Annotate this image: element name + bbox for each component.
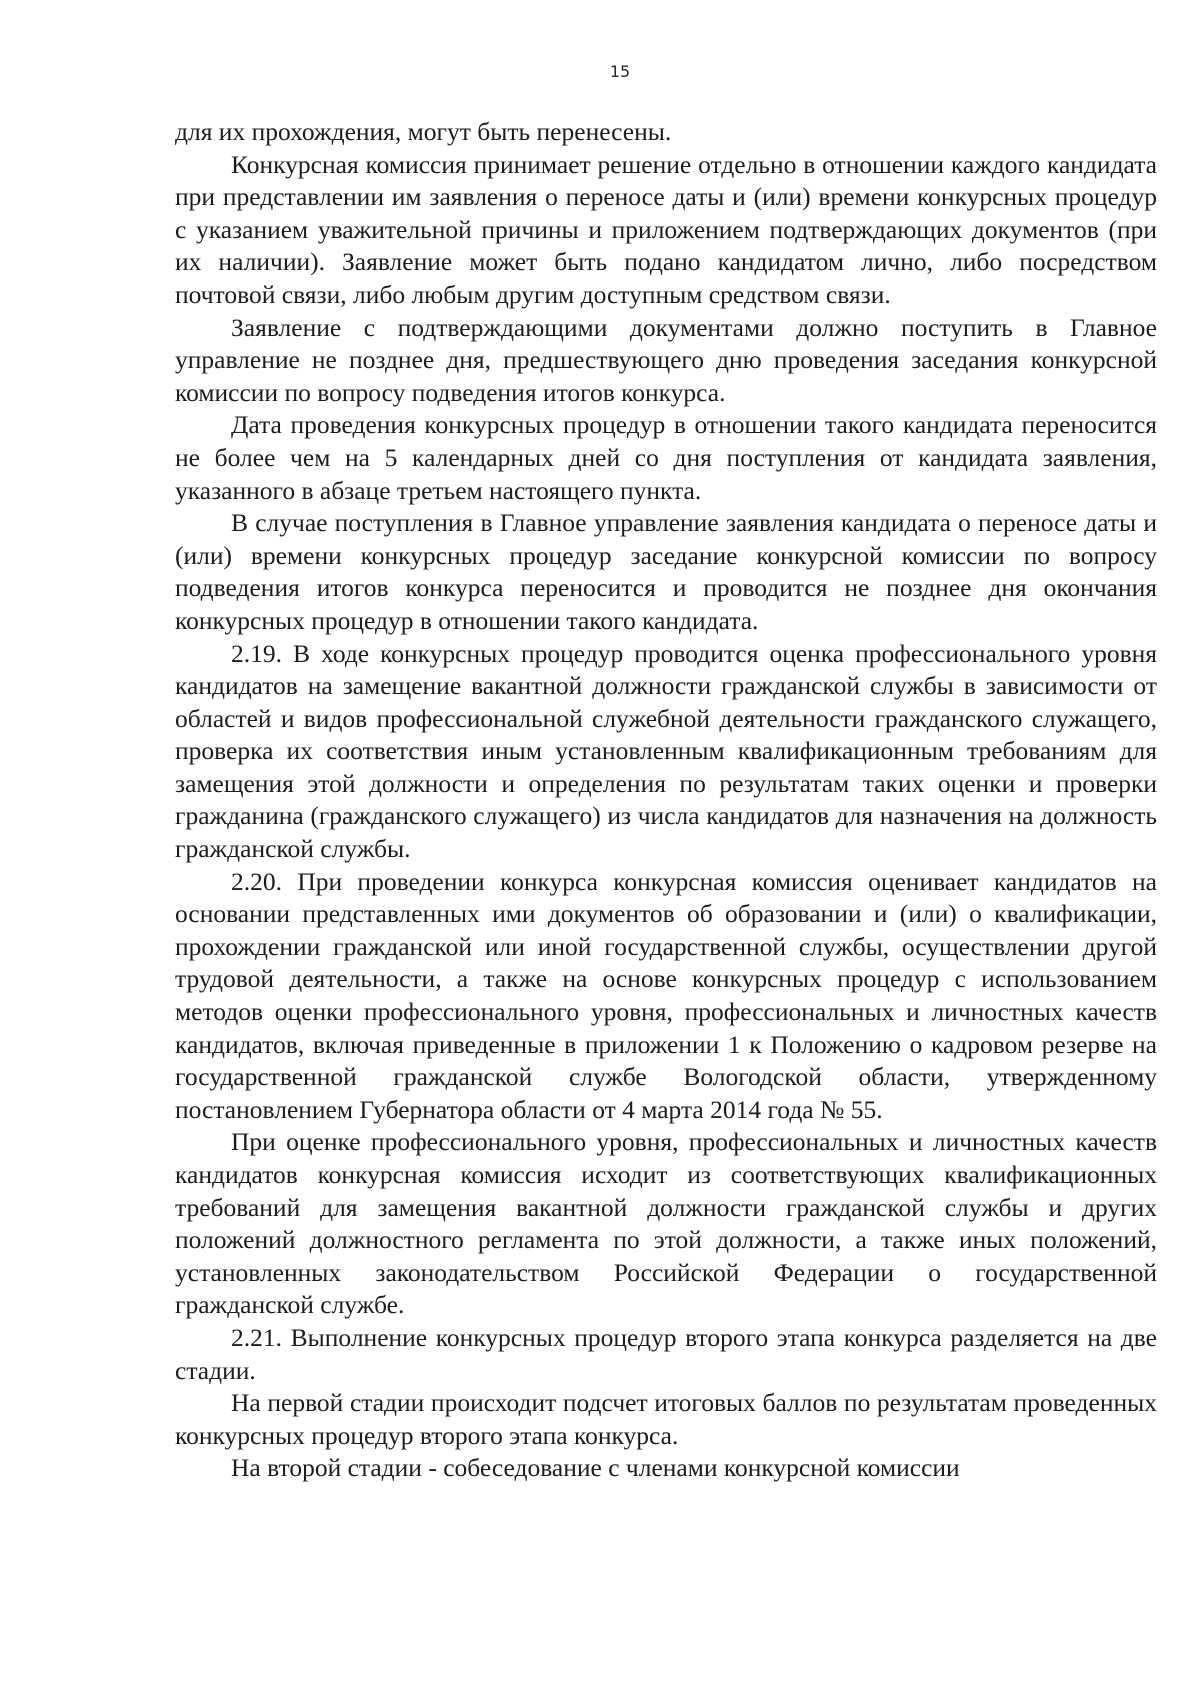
paragraph-2-19: 2.19. В ходе конкурсных процедур проводится оценка профессионального уровня кандидатов на замещение вакантной должности гражданской службы в зависимости от областей и видов профессиональной служебной деятельности гражданского служащего, проверка их соответствия иным установленным квалификационным требованиям для замещения этой должности и определения по результатам таких оценки и проверки гражданина (гражданского служащего) из числа кандидатов для назначения на должность гражданской службы. bbox=[175, 638, 1157, 864]
paragraph-10: На первой стадии происходит подсчет итоговых баллов по результатам проведенных конкурсных процедур второго этапа конкурса. bbox=[175, 1388, 1157, 1450]
document-body bbox=[175, 116, 1157, 1485]
page-number: 15 bbox=[609, 62, 631, 81]
paragraph-5: В случае поступления в Главное управление заявления кандидата о переносе даты и (или) времени конкурсных процедур заседание конкурсной комиссии по вопросу подведения итогов конкурса переносится и проводится не позднее дня окончания конкурсных процедур в отношении такого кандидата. bbox=[175, 508, 1157, 635]
paragraph-2-20: 2.20. При проведении конкурса конкурсная комиссия оценивает кандидатов на основании представленных ими документов об образовании и (или) о квалификации, прохождении гражданской или иной государственной службы, осуществлении другой трудовой деятельности, а также на основе конкурсных процедур с использованием методов оценки профессионального уровня, профессиональных и личностных качеств кандидатов, включая приведенные в приложении 1 к Положению о кадровом резерве на государственной гражданской службе Вологодской области, утвержденному постановлением Губернатора области от 4 марта 2014 года № 55. bbox=[175, 866, 1157, 1124]
paragraph-8: При оценке профессионального уровня, профессиональных и личностных качеств кандидатов конкурсная комиссия исходит из соответствующих квалификационных требований для замещения вакантной должности гражданской службы и других положений должностного регламента по этой должности, а также иных положений, установленных законодательством Российской Федерации о государственной гражданской службе. bbox=[175, 1127, 1157, 1320]
paragraph-1: для их прохождения, могут быть перенесены. bbox=[175, 117, 672, 146]
paragraph-3: Заявление с подтверждающими документами должно поступить в Главное управление не позднее дня, предшествующего дню проведения заседания конкурсной комиссии по вопросу подведения итогов конкурса. bbox=[175, 312, 1157, 407]
paragraph-11: На второй стадии - собеседование с членами конкурсной комиссии bbox=[231, 1453, 960, 1483]
paragraph-2: Конкурсная комиссия принимает решение отдельно в отношении каждого кандидата при представлении им заявления о переносе даты и (или) времени конкурсных процедур с указанием уважительной причины и приложением подтверждающих документов (при их наличии). Заявление может быть подано кандидатом лично, либо посредством почтовой связи, либо любым другим доступным средством связи. bbox=[175, 149, 1157, 309]
paragraph-4: Дата проведения конкурсных процедур в отношении такого кандидата переносится не более чем на 5 календарных дней со дня поступления от кандидата заявления, указанного в абзаце третьем настоящего пункта. bbox=[175, 410, 1157, 505]
paragraph-2-21: 2.21. Выполнение конкурсных процедур второго этапа конкурса разделяется на две стадии. bbox=[175, 1322, 1157, 1385]
